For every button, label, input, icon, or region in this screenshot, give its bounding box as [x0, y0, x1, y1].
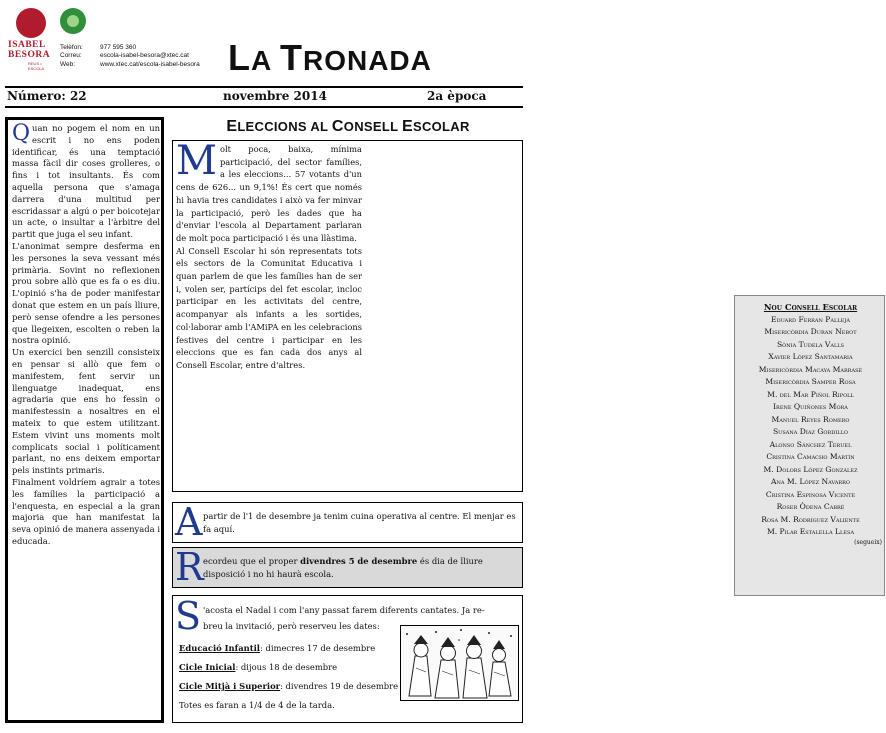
- council-member: Eduard Ferran Pallejà: [771, 314, 850, 324]
- council-member: Alonso Sánchez Teruel: [769, 439, 852, 449]
- concert-date-inicial: Cicle Inicial: dijous 18 de desembre: [179, 662, 338, 672]
- carol-singers-illustration: [400, 625, 519, 701]
- council-list-title: Nou Consell Escolar: [763, 302, 858, 312]
- logo-subtitle: REUS • ESCOLA: [28, 61, 45, 71]
- logo-line1: ISABEL: [8, 40, 46, 50]
- council-member: M. del Mar Piñol Ripoll: [767, 389, 854, 399]
- council-member: Cristina Espinosa Vicente: [765, 489, 856, 499]
- council-member: Susana Díaz Gordillo: [772, 427, 849, 436]
- concert-date-infantil: Educació Infantil: dimecres 17 de desembre: [179, 643, 376, 653]
- council-member: Xavier López Santamaria: [768, 352, 853, 361]
- contact-web[interactable]: Web: www.xtec.cat/escola-isabel-besora: [60, 60, 200, 68]
- article-paragraph: Al Consell Escolar hi són representats tots els sectors de la Comunitat Educativa i quan parlem de que les famílies han de ser i, volen ser, partícips del fet escolar, incloc participar en les activitats del centre, acompanyar als infants a les sortides, col·laborar amb l'AMiPA en les celebracions festives del centre i participar en les eleccions que es fan cada dos anys al Consell Escolar, entre d'altres.: [176, 245, 362, 370]
- council-member: Roser Òdena Cabré: [776, 502, 845, 511]
- contact-email[interactable]: Correu: escola-isabel-besora@xtec.cat: [60, 52, 189, 60]
- article-body: Nou Consell Escolar Eduard Ferran Pallejà Misericòrdia Duran Nebot Sònia Tudela Valls Xavier López Santamaria Misericòrdia Macaya Marrasé Misericòrdia Samper Rosa M. del Mar Piñol Ripoll Irene Quiñones Mora Manuel Reyes Romero Susana Díaz Gordillo Alonso Sánchez Teruel Cristina Camacho Martín M. Dolors López González Ana M. López Navarro Cristina Espinosa Vicente Roser Òdena Cabré Rosa M. Rodríguez Valiente M. Pilar Estalella Llesa (segueix) Molt poca, baixa, mínima participació, del sector famílies, a les eleccions... 57 votants d'un cens de 626... un 9,1%! És cert que només hi havia tres candidates i això va fer minvar la participació, però les dades que ha d'enviar l'escola al Departament parlaran de molt poca participació i és una llàstima. Al Consell Escolar hi són representats tots els sectors de la Comunitat Educativa i quan parlem de que les famílies han de ser i, volen ser, partícips del fet escolar, incloc participar en les activitats del centre, acompanyar als infants a les sortides, col·laborar amb l'AMiPA en les celebracions festives del centre i participar en les eleccions que es fan cada dos anys al Consell Escolar, entre d'altres.: [176, 143, 519, 450]
- continued-label: (segueix): [854, 538, 882, 546]
- article-dropcap: M: [176, 138, 217, 184]
- council-member: Ana M. López Navarro: [770, 477, 851, 486]
- council-member: Misericòrdia Duran Nebot: [764, 327, 857, 336]
- rose-icon: [16, 8, 46, 38]
- notice-holiday: [172, 547, 523, 588]
- council-member: Misericòrdia Samper Rosa: [765, 377, 856, 386]
- concert-time: Totes es faran a 1/4 de 4 de la tarda.: [179, 700, 335, 710]
- council-member-list: [735, 314, 886, 539]
- issue-date: novembre 2014: [223, 89, 327, 103]
- notice-s-dropcap: S: [175, 594, 202, 638]
- issue-bar: [5, 86, 523, 108]
- issue-number: Número: 22: [7, 89, 87, 103]
- concert-dates: [179, 639, 399, 715]
- notice-a-text: partir de l'1 de desembre ja tenim cuina operativa al centre. El menjar es fa aquí.: [203, 511, 516, 534]
- council-member: Sònia Tudela Valls: [776, 339, 845, 349]
- carol-singers-icon: [401, 626, 518, 700]
- editorial-dropcap: Q: [12, 121, 31, 146]
- concert-date-mitja-superior: Cicle Mitjà i Superior: divendres 19 de desembre: [179, 681, 399, 691]
- council-members-box: [734, 295, 885, 596]
- issue-epoch: 2a època: [427, 89, 487, 103]
- notice-r-dropcap: R: [175, 545, 204, 589]
- council-member: Rosa M. Rodríguez Valiente: [761, 514, 860, 524]
- editorial-paragraph: Finalment voldríem agrair a totes les famílies la participació a l'enquesta, en especial a la gran majoria que han manifestat la seva opinió de manera assenyada i educada.: [12, 476, 160, 546]
- logo-line2: BESORA: [8, 50, 51, 60]
- newspaper-title: LA TRONADA: [228, 37, 432, 78]
- notice-r-text: ecordeu que el proper divendres 5 de desembre és dia de lliure disposició i no hi haurà escola.: [203, 556, 483, 579]
- contact-info: [60, 44, 200, 69]
- council-member: Manuel Reyes Romero: [771, 414, 850, 424]
- council-member: Irene Quiñones Mora: [773, 402, 848, 411]
- notice-kitchen: [172, 502, 523, 543]
- contact-phone: Telèfon: 977 595 360: [60, 44, 137, 51]
- editorial-paragraph: L'anonimat sempre desferma en les persones la seva vessant més primària. Sovint no reflexionen prou sobre allò que es fa o es diu. L'opinió s'ha de poder manifestar donat que estem en un país lliure, però sense ofendre a les persones que llegeixen, escolten o reben la nostra opinió.: [12, 240, 160, 346]
- notice-a-dropcap: A: [175, 500, 203, 544]
- editorial-paragraph: Un exercici ben senzill consisteix en pensar si allò que fem o manifestem, fent servir un llenguatge inadequat, ens agradaria que ens ho fessin o manifestessin a nosaltres en el mateix to que estem utilitzant. Estem vivint uns moments molt complicats social i políticament parlant, no ens deixem emportar pels instints primaris.: [12, 347, 160, 476]
- notice-s-text: 'acosta el Nadal i com l'any passat farem diferents cantates. Ja re- breu la invitació, però reserveu les dates:: [203, 605, 485, 631]
- school-logo: [8, 6, 58, 71]
- council-member: M. Pilar Estalella Llesa: [766, 527, 855, 536]
- council-member: Misericòrdia Macaya Marrasé: [758, 364, 863, 374]
- article-heading: ELECCIONS AL CONSELL ESCOLAR: [226, 118, 470, 135]
- green-school-badge-icon: [60, 8, 86, 34]
- council-member: M. Dolors López González: [763, 464, 858, 474]
- editorial-text: Quan no pogem el nom en un escrit i no ens poden identificar, és una temptació massa fàcil dir coses grolleres, o fins i tot insultants. És com aquella persona que s'amaga darrera d'una multitud per escridassar a algú o per boicotejar un acte, o insultar a l'àrbitre del partit que juga el seu infant. L'anonimat sempre desferma en les persones la seva vessant més primària. Sovint no reflexionen prou sobre allò que es fa o es diu. L'opinió s'ha de poder manifestar donat que estem en un país lliure, però sense ofendre a les persones que llegeixen, escolten o reben la nostra opinió. Un exercici ben senzill consisteix en pensar si allò que fem o manifestem, fent servir un llenguatge inadequat, ens agradaria que ens ho fessin o manifestessin a nosaltres en el mateix to que estem utilitzant. Estem vivint uns moments molt complicats social i políticament parlant, no ens deixem emportar pels instints primaris. Finalment voldríem agrair a totes les famílies la participació a l'enquesta, en especial a la gran majoria que han manifestat la seva opinió de manera assenyada i educada.: [12, 121, 160, 546]
- council-member: Cristina Camacho Martín: [766, 452, 855, 461]
